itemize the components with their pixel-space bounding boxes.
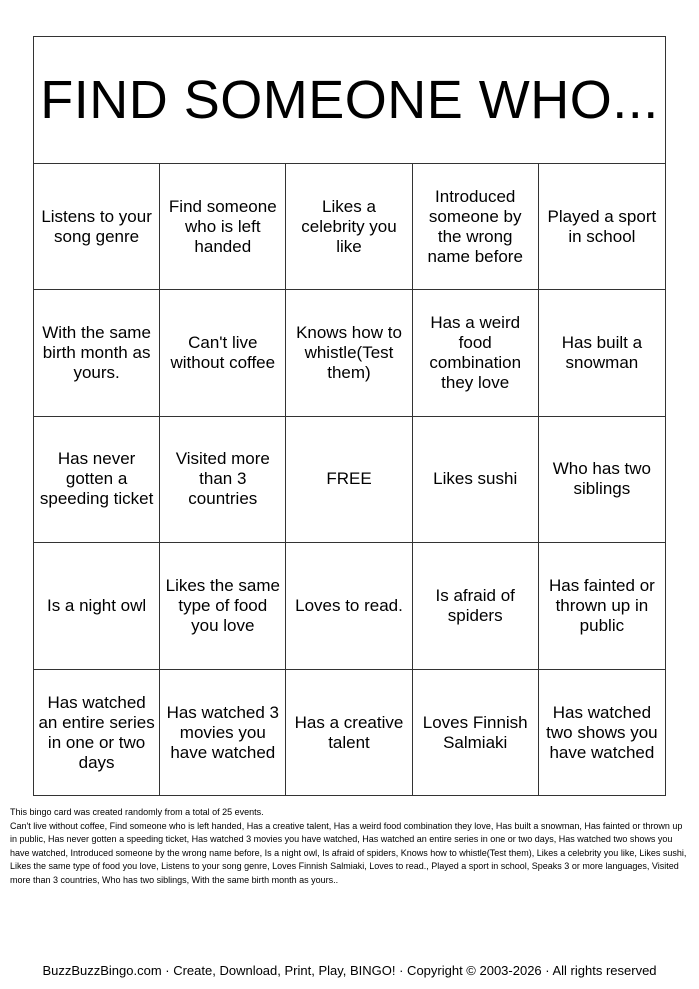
bingo-cell: Likes sushi xyxy=(413,417,539,543)
bingo-cell: Visited more than 3 countries xyxy=(160,417,286,543)
bingo-cell: Played a sport in school xyxy=(539,164,665,290)
bingo-cell: Knows how to whistle(Test them) xyxy=(286,290,412,416)
bingo-cell: Likes the same type of food you love xyxy=(160,543,286,669)
footer-text: BuzzBuzzBingo.com · Create, Download, Print, Play, BINGO! · Copyright © 2003-2026 · All rights reserved xyxy=(42,963,657,978)
bingo-cell: Loves Finnish Salmiaki xyxy=(413,670,539,796)
description-intro: This bingo card was created randomly from a total of 25 events. xyxy=(10,807,264,817)
card-title: FIND SOMEONE WHO... xyxy=(34,37,665,164)
bingo-cell: Likes a celebrity you like xyxy=(286,164,412,290)
bingo-cell: Has fainted or thrown up in public xyxy=(539,543,665,669)
bingo-cell: Has never gotten a speeding ticket xyxy=(34,417,160,543)
bingo-cell: With the same birth month as yours. xyxy=(34,290,160,416)
bingo-cell: Loves to read. xyxy=(286,543,412,669)
bingo-cell: Find someone who is left handed xyxy=(160,164,286,290)
bingo-cell: Listens to your song genre xyxy=(34,164,160,290)
bingo-cell: Introduced someone by the wrong name before xyxy=(413,164,539,290)
free-space-cell: FREE xyxy=(286,417,412,543)
bingo-card xyxy=(33,36,666,796)
bingo-cell: Has a weird food combination they love xyxy=(413,290,539,416)
bingo-cell: Who has two siblings xyxy=(539,417,665,543)
bingo-cell: Is a night owl xyxy=(34,543,160,669)
bingo-grid xyxy=(34,164,665,796)
bingo-cell: Can't live without coffee xyxy=(160,290,286,416)
card-description xyxy=(10,806,690,887)
bingo-cell: Has built a snowman xyxy=(539,290,665,416)
bingo-cell: Has watched two shows you have watched xyxy=(546,702,658,762)
bingo-cell: Is afraid of spiders xyxy=(413,543,539,669)
bingo-cell: Has watched 3 movies you have watched xyxy=(160,670,286,796)
event-list: Can't live without coffee, Find someone who is left handed, Has a creative talent, Has a weird food combination they love, Has built a snowman, Has fainted or thrown up in public, Has never gotten a speeding ticket, Has watched 3 movies you have watched, Has watched an entire series in one or two days, Has watched two shows you have watched, Introduced someone by the wrong name before, Is a night owl, Is afraid of spiders, Knows how to whistle(Test them), Likes a celebrity you like, Likes sushi, Likes the same type of food you love, Listens to your song genre, Loves Finnish Salmiaki, Loves to read., Played a sport in school, Speaks 3 or more languages, Visited more than 3 countries, Who has two siblings, With the same birth month as yours.. xyxy=(10,820,687,885)
bingo-cell: Has a creative talent xyxy=(286,670,412,796)
bingo-cell: Has watched an entire series in one or two days xyxy=(34,670,160,796)
